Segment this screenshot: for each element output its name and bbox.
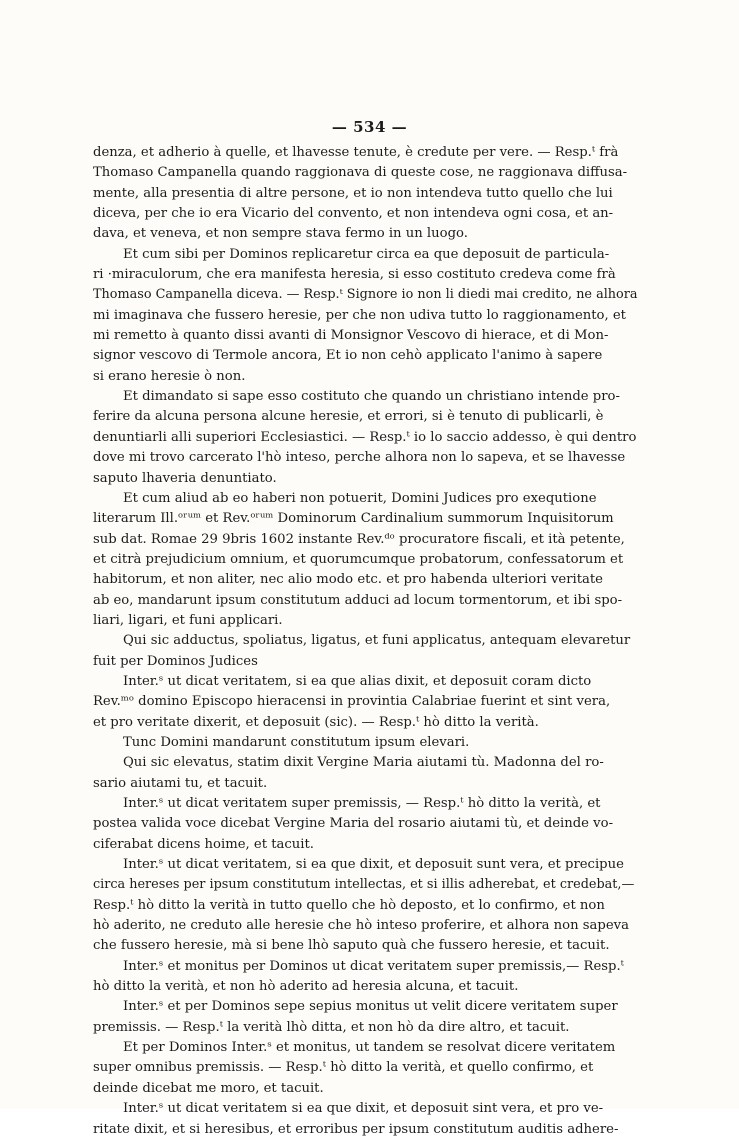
text-line: denza, et adherio à quelle, et lhavesse tenute, è credute per vere. — Resp.ᵗ frà bbox=[93, 145, 619, 160]
text-line: Et dimandato si sape esso costituto che quando un christiano intende pro- bbox=[123, 389, 620, 405]
text-line: Et cum sibi per Dominos replicaretur circa ea que deposuit de particula- bbox=[123, 246, 610, 262]
text-line: premissis. — Resp.ᵗ la verità lhò ditta, et non hò da dire altro, et tacuit. bbox=[93, 1019, 570, 1035]
text-line: Rev.ᵐᵒ domino Episcopo hieracensi in provintia Calabriae fuerint et sint vera, bbox=[93, 694, 611, 710]
text-line: Inter.ˢ ut dicat veritatem super premissis, — Resp.ᵗ hò ditto la verità, et bbox=[123, 796, 601, 811]
text-line: dava, et veneva, et non sempre stava fermo in un luogo. bbox=[93, 226, 468, 242]
text-line: circa hereses per ipsum constitutum intellectas, et si illis adherebat, et credebat,— bbox=[93, 877, 635, 893]
text-line: fuit per Dominos Judices bbox=[93, 653, 258, 669]
text-line: ciferabat dicens hoime, et tacuit. bbox=[93, 836, 314, 852]
text-line: si erano heresie ò non. bbox=[93, 368, 246, 384]
text-line: hò aderito, ne creduto alle heresie che hò inteso proferire, et alhora non sapeva bbox=[93, 918, 629, 934]
text-line: Et per Dominos Inter.ˢ et monitus, ut tandem se resolvat dicere veritatem bbox=[123, 1040, 616, 1056]
text-line: Inter.ˢ et per Dominos sepe sepius monitus ut velit dicere veritatem super bbox=[123, 999, 618, 1015]
text-line: super omnibus premissis. — Resp.ᵗ hò ditto la verità, et quello confirmo, et bbox=[93, 1060, 594, 1076]
text-line: Qui sic adductus, spoliatus, ligatus, et funi applicatus, antequam elevaretur bbox=[123, 633, 631, 649]
body-text bbox=[93, 143, 638, 1140]
text-line: Qui sic elevatus, statim dixit Vergine Maria aiutami tù. Madonna del ro- bbox=[123, 755, 604, 771]
text-line: liari, ligari, et funi applicari. bbox=[93, 612, 283, 628]
text-line: sario aiutami tu, et tacuit. bbox=[93, 775, 268, 791]
text-line: Inter.ˢ ut dicat veritatem si ea que dixit, et deposuit sint vera, et pro ve- bbox=[123, 1101, 604, 1117]
text-line: Thomaso Campanella diceva. — Resp.ᵗ Signore io non li diedi mai credito, ne alhora bbox=[93, 287, 638, 303]
text-line: et citrà prejudicium omnium, et quorumcumque probatorum, confessatorum et bbox=[93, 551, 624, 567]
text-line: diceva, per che io era Vicario del convento, et non intendeva ogni cosa, et an- bbox=[93, 206, 614, 222]
text-line: dove mi trovo carcerato l'hò inteso, perche alhora non lo sapeva, et se lhavesse bbox=[93, 450, 626, 466]
text-line: mi remetto à quanto dissi avanti di Monsignor Vescovo di hierace, et di Mon- bbox=[93, 328, 609, 344]
text-line: ritate dixit, et si heresibus, et erroribus per ipsum constitutum auditis adhere- bbox=[93, 1121, 619, 1137]
text-line: che fussero heresie, mà si bene lhò saputo quà che fussero heresie, et tacuit. bbox=[93, 938, 610, 954]
text-line: habitorum, et non aliter, nec alio modo etc. et pro habenda ulteriori veritate bbox=[93, 572, 603, 588]
text-line: et pro veritate dixerit, et deposuit (sic). — Resp.ᵗ hò ditto la verità. bbox=[93, 714, 539, 730]
text-line: literarum Ill.ᵒʳᵘᵐ et Rev.ᵒʳᵘᵐ Dominorum Cardinalium summorum Inquisitorum bbox=[93, 511, 614, 527]
text-line: denuntiarli alli superiori Ecclesiastici. — Resp.ᵗ io lo saccio addesso, è qui dentro bbox=[93, 429, 637, 445]
text-line: Inter.ˢ et monitus per Dominos ut dicat veritatem super premissis,— Resp.ᵗ bbox=[123, 958, 624, 974]
text-line: postea valida voce dicebat Vergine Maria del rosario aiutami tù, et deinde vo- bbox=[93, 816, 614, 832]
text-line: ri ·miraculorum, che era manifesta heresia, si esso costituto credeva come frà bbox=[93, 267, 616, 283]
text-line: mente, alla presentia di altre persone, et io non intendeva tutto quello che lui bbox=[93, 185, 613, 201]
text-line: deinde dicebat me moro, et tacuit. bbox=[93, 1080, 324, 1096]
text-line: Inter.ˢ ut dicat veritatem, si ea que alias dixit, et deposuit coram dicto bbox=[123, 673, 592, 689]
text-line: hò ditto la verità, et non hò aderito ad heresia alcuna, et tacuit. bbox=[93, 979, 519, 995]
text-line: mi imaginava che fussero heresie, per che non udiva tutto lo raggionamento, et bbox=[93, 307, 626, 323]
text-line: ferire da alcuna persona alcune heresie, et errori, si è tenuto di publicarli, è bbox=[93, 409, 604, 425]
text-line: Resp.ᵗ hò ditto la verità in tutto quello che hò deposto, et lo confirmo, et non bbox=[93, 897, 605, 913]
text-line: ab eo, mandarunt ipsum constitutum adduci ad locum tormentorum, et ibi spo- bbox=[93, 592, 623, 608]
text-line: signor vescovo di Termole ancora, Et io non cehò applicato l'animo à sapere bbox=[93, 348, 603, 364]
page-number: — 534 — bbox=[331, 118, 408, 136]
text-line: Inter.ˢ ut dicat veritatem, si ea que dixit, et deposuit sunt vera, et precipue bbox=[123, 857, 624, 873]
text-line: Thomaso Campanella quando raggionava di queste cose, ne raggionava diffusa- bbox=[93, 165, 628, 181]
text-line: Et cum aliud ab eo haberi non potuerit, Domini Judices pro exequtione bbox=[123, 490, 597, 506]
text-line: sub dat. Romae 29 9bris 1602 instante Rev.ᵈᵒ procuratore fiscali, et ità petente, bbox=[93, 531, 625, 547]
text-line: Tunc Domini mandarunt constitutum ipsum elevari. bbox=[123, 734, 470, 750]
text-line: saputo lhaveria denuntiato. bbox=[93, 470, 277, 486]
